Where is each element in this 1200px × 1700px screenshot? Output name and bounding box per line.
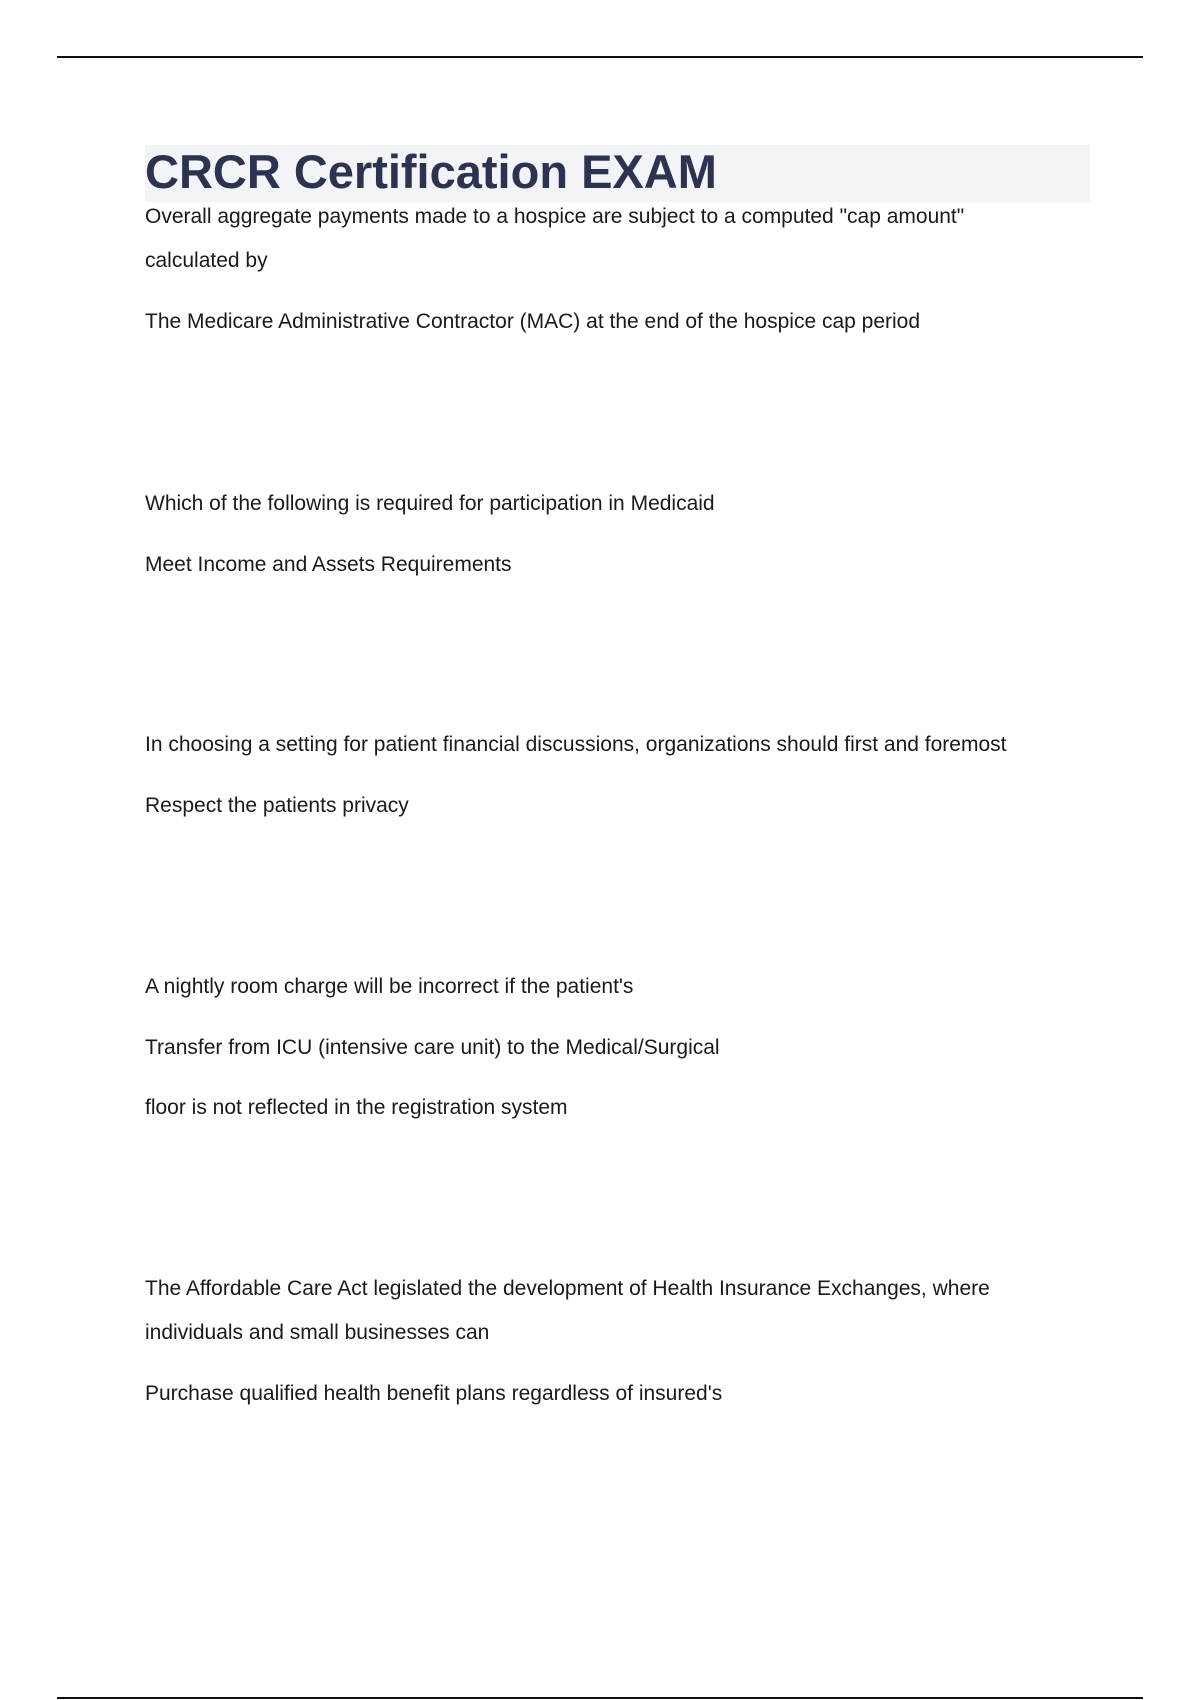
answer-5-line-1: Purchase qualified health benefit plans regardless of insured's (145, 1382, 723, 1405)
page-title: CRCR Certification EXAM (145, 145, 717, 198)
answer-4-line-2: floor is not reflected in the registration system (145, 1096, 568, 1119)
question-2-line-1: Which of the following is required for participation in Medicaid (145, 492, 715, 515)
question-4-line-1: A nightly room charge will be incorrect if the patient's (145, 975, 634, 998)
question-3-line-1: In choosing a setting for patient financial discussions, organizations should first and foremost (145, 733, 1007, 756)
question-1-line-1: Overall aggregate payments made to a hospice are subject to a computed "cap amount" (145, 205, 965, 228)
question-5-line-2: individuals and small businesses can (145, 1321, 490, 1344)
answer-1-line-1: The Medicare Administrative Contractor (MAC) at the end of the hospice cap period (145, 310, 921, 333)
answer-2-line-1: Meet Income and Assets Requirements (145, 553, 512, 576)
footer-rule (57, 1697, 1143, 1699)
header-rule (57, 56, 1143, 58)
question-1-line-2: calculated by (145, 249, 268, 272)
answer-3-line-1: Respect the patients privacy (145, 794, 409, 817)
question-5-line-1: The Affordable Care Act legislated the development of Health Insurance Exchanges, where (145, 1277, 990, 1300)
answer-4-line-1: Transfer from ICU (intensive care unit) to the Medical/Surgical (145, 1036, 720, 1059)
